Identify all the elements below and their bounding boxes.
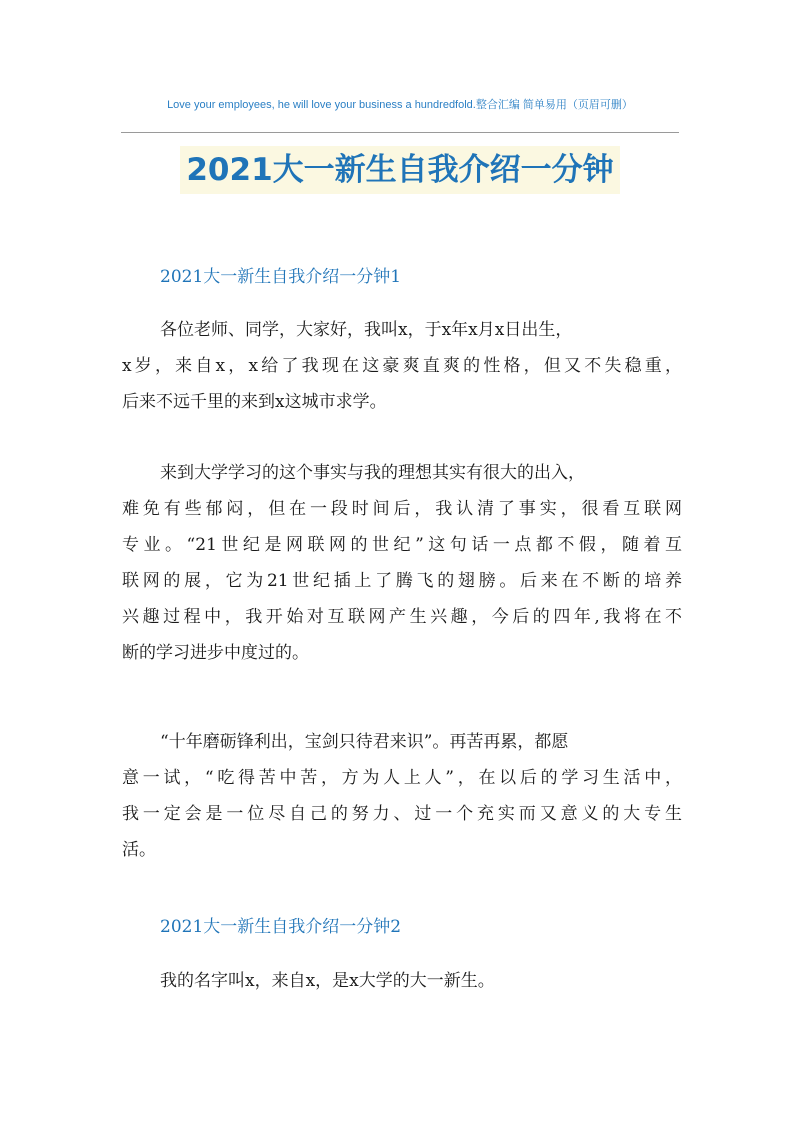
paragraph-3 bbox=[122, 724, 682, 868]
paragraph-2 bbox=[122, 455, 682, 671]
page-header-text: Love your employees, he will love your business a hundredfold.整合汇编 简单易用（页眉可删） bbox=[167, 99, 633, 111]
paragraph-line: “十年磨砺锋利出，宝剑只待君来识”。再苦再累，都愿 bbox=[160, 732, 569, 752]
document-title-block bbox=[0, 146, 800, 194]
paragraph-1 bbox=[122, 312, 682, 420]
paragraph-line: 各位老师、同学，大家好，我叫x，于x年x月x日出生， bbox=[160, 320, 573, 340]
paragraph-line: 兴趣过程中，我开始对互联网产生兴趣，今后的四年,我将在不 bbox=[122, 607, 682, 627]
paragraph-line: 意一试，“吃得苦中苦，方为人上人”，在以后的学习生活中， bbox=[122, 768, 682, 788]
paragraph-line: 来到大学学习的这个事实与我的理想其实有很大的出入， bbox=[160, 463, 585, 483]
paragraph-4 bbox=[122, 963, 682, 999]
paragraph-line: 我一定会是一位尽自己的努力、过一个充实而又意义的大专生 bbox=[122, 804, 682, 824]
paragraph-line: 后来不远千里的来到x这城市求学。 bbox=[122, 392, 387, 412]
header-divider bbox=[121, 132, 679, 133]
paragraph-line: 我的名字叫x，来自x，是x大学的大一新生。 bbox=[160, 971, 495, 991]
paragraph-line: 联网的展，它为21世纪插上了腾飞的翅膀。后来在不断的培养 bbox=[122, 571, 682, 591]
section-heading-2: 2021大一新生自我介绍一分钟2 bbox=[160, 917, 402, 937]
paragraph-line: 活。 bbox=[122, 840, 156, 860]
paragraph-line: 断的学习进步中度过的。 bbox=[122, 643, 309, 663]
section-heading-1: 2021大一新生自我介绍一分钟1 bbox=[160, 267, 402, 287]
paragraph-line: 专业。“21世纪是网联网的世纪”这句话一点都不假，随着互 bbox=[122, 535, 682, 555]
paragraph-line: x岁，来自x，x给了我现在这豪爽直爽的性格，但又不失稳重， bbox=[122, 356, 682, 376]
paragraph-line: 难免有些郁闷，但在一段时间后，我认清了事实，很看互联网 bbox=[122, 499, 682, 519]
document-title: 2021大一新生自我介绍一分钟 bbox=[180, 146, 619, 194]
